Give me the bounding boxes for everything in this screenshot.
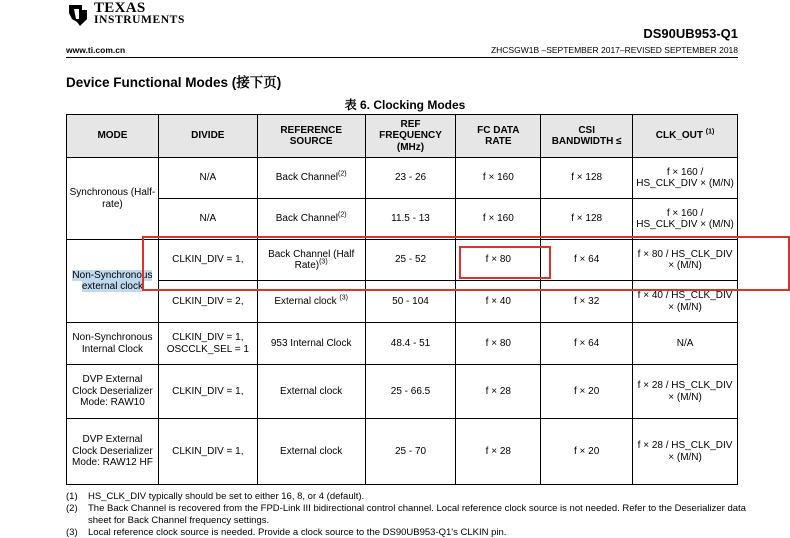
ref-freq-cell: 11.5 - 13 [365, 199, 456, 240]
ref-source-cell: External clock [257, 365, 365, 419]
csi-cell: f × 20 [541, 365, 633, 419]
ref-source-cell: External clock [257, 419, 365, 485]
ref-source-cell: External clock $^{(3)}$ [257, 281, 365, 323]
csi-cell: f × 128 [541, 158, 633, 199]
doc-id: DS90UB953-Q1 [643, 26, 738, 41]
clk-out-cell: f × 40 / HS_CLK_DIV × (M/N) [633, 281, 738, 323]
divide-cell: CLKIN_DIV = 1, [158, 365, 257, 419]
csi-cell: f × 64 [541, 323, 633, 365]
mode-cell: DVP External Clock Deserializer Mode: RAW12 HF [67, 419, 159, 485]
site-link[interactable]: www.ti.com.cn [66, 45, 126, 55]
logo-line1: TEXAS [94, 0, 146, 16]
divide-cell: CLKIN_DIV = 1, [158, 240, 257, 281]
clocking-modes-table [66, 114, 738, 485]
table-row [67, 158, 738, 199]
table-row [67, 419, 738, 485]
csi-cell: f × 32 [541, 281, 633, 323]
ref-source-cell: Back Channel$^{(2)}$ [257, 158, 365, 199]
fc-rate-cell: f × 80 [456, 240, 541, 281]
selected-text[interactable]: Non-Synchronous external clock [72, 269, 153, 292]
ref-freq-cell: 25 - 70 [365, 419, 456, 485]
fc-rate-cell: f × 160 [456, 158, 541, 199]
fc-rate-cell: f × 28 [456, 365, 541, 419]
clk-out-cell: f × 160 / HS_CLK_DIV × (M/N) [633, 199, 738, 240]
ref-freq-cell: 50 - 104 [365, 281, 456, 323]
table-notes [66, 491, 746, 538]
header-clk-out: CLK_OUT $^{(1)}$ [633, 115, 738, 158]
page-header [66, 44, 738, 58]
clk-out-cell: f × 28 / HS_CLK_DIV × (M/N) [633, 419, 738, 485]
ref-freq-cell: 48.4 - 51 [365, 323, 456, 365]
clk-out-cell: N/A [633, 323, 738, 365]
note-item: (1) HS_CLK_DIV typically should be set to either 16, 8, or 4 (default). [66, 491, 365, 502]
clk-out-cell: f × 80 / HS_CLK_DIV × (M/N) [633, 240, 738, 281]
header-reference-source: REFERENCE SOURCE [257, 115, 365, 158]
note-item: (2) The Back Channel is recovered from the FPD-Link III bidirectional control channel. Local reference clock source is not needed. Refer to the Deserializer data sheet for Back Channel frequency settings. [66, 503, 746, 526]
divide-cell: N/A [158, 158, 257, 199]
csi-cell: f × 64 [541, 240, 633, 281]
clk-out-cell: f × 28 / HS_CLK_DIV × (M/N) [633, 365, 738, 419]
table-title: 表 6. Clocking Modes [344, 98, 466, 112]
ti-logo [66, 0, 185, 27]
divide-cell: N/A [158, 199, 257, 240]
fc-rate-cell: f × 160 [456, 199, 541, 240]
table-row [67, 323, 738, 365]
header-fc-data-rate: FC DATA RATE [456, 115, 541, 158]
csi-cell: f × 128 [541, 199, 633, 240]
mode-cell: Non-Synchronous Internal Clock [67, 323, 159, 365]
table-row [67, 365, 738, 419]
ref-source-cell: Back Channel$^{(2)}$ [257, 199, 365, 240]
annotation-box-fc-rate [459, 246, 551, 279]
fc-rate-cell: f × 28 [456, 419, 541, 485]
table-row [67, 199, 738, 240]
mode-cell: Synchronous (Half-rate) [67, 158, 159, 240]
ti-logo-icon [66, 3, 90, 27]
header-divide: DIVIDE [158, 115, 257, 158]
section-title: Device Functional Modes (接下页) [66, 75, 282, 90]
revision-info: ZHCSGW1B –SEPTEMBER 2017–REVISED SEPTEMBER 2018 [490, 45, 738, 55]
logo-line2: INSTRUMENTS [94, 14, 185, 26]
divide-cell: CLKIN_DIV = 1, [158, 419, 257, 485]
header-ref-frequency: REF FREQUENCY (MHz) [365, 115, 456, 158]
clk-out-cell: f × 160 / HS_CLK_DIV × (M/N) [633, 158, 738, 199]
ref-source-cell: Back Channel (Half Rate)$^{(3)}$ [257, 240, 365, 281]
ref-freq-cell: 23 - 26 [365, 158, 456, 199]
csi-cell: f × 20 [541, 419, 633, 485]
mode-cell: DVP External Clock Deserializer Mode: RAW10 [67, 365, 159, 419]
header-csi-bandwidth: CSI BANDWIDTH ≤ [541, 115, 633, 158]
divide-cell: CLKIN_DIV = 2, [158, 281, 257, 323]
divide-cell: CLKIN_DIV = 1, OSCCLK_SEL = 1 [158, 323, 257, 365]
ref-source-cell: 953 Internal Clock [257, 323, 365, 365]
table-header-row [67, 115, 738, 158]
note-item: (3) Local reference clock source is needed. Provide a clock source to the DS90UB953-Q1's CLKIN pin. [66, 527, 507, 538]
logo-wordmark [94, 0, 185, 26]
fc-rate-cell: f × 40 [456, 281, 541, 323]
ref-freq-cell: 25 - 52 [365, 240, 456, 281]
header-mode: MODE [67, 115, 159, 158]
fc-rate-cell: f × 80 [456, 323, 541, 365]
ref-freq-cell: 25 - 66.5 [365, 365, 456, 419]
